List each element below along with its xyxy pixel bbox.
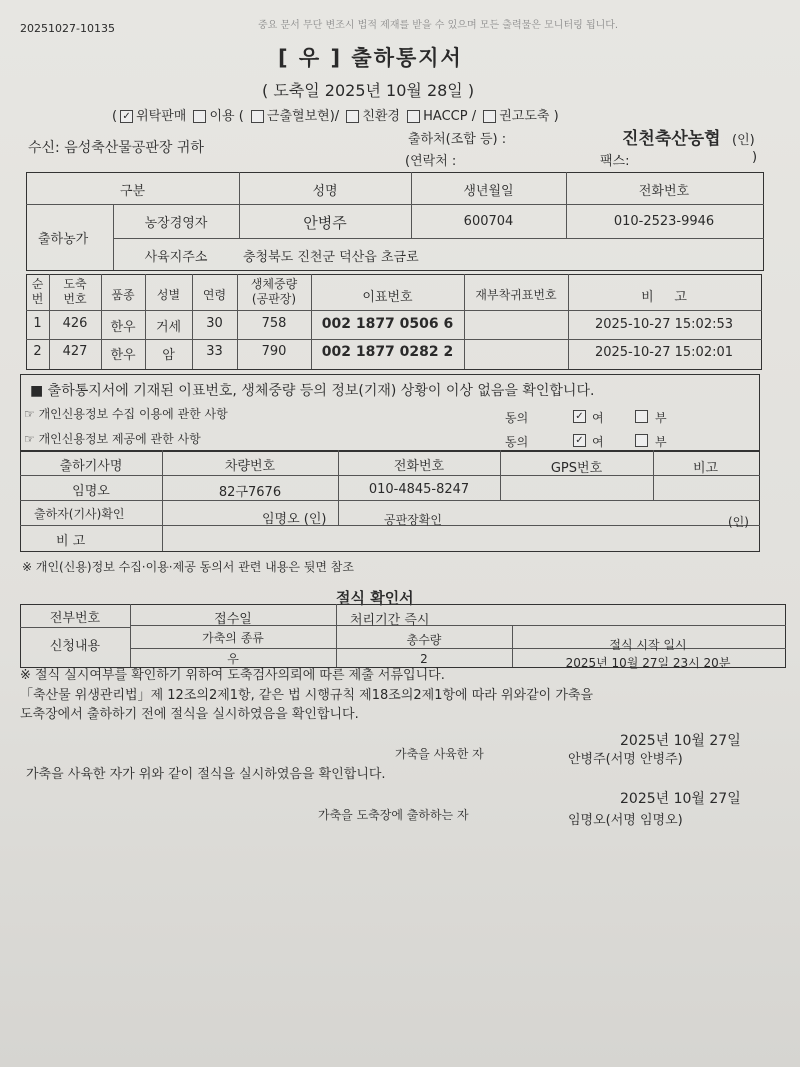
fasting-total: 2 [420,652,428,666]
fasting-start: 2025년 10월 27일 23시 20분 [565,656,731,670]
farm-header-birth: 생년월일 [463,184,514,199]
cattle-row1-no: 1 [33,316,42,331]
haccp-checkbox[interactable] [407,110,420,123]
privacy2-no-checkbox[interactable] [635,434,648,447]
raiser-date: 2025년 10월 27일 [620,733,741,749]
options-row: ( ✓ 위탁판매 이용 ( 근출혈보현)/ 친환경 HACCP / 권고도축 ) [112,109,559,124]
cattle-row2-slaughter-no: 427 [62,344,88,359]
fasting-header-request: 신청내용 [49,639,101,654]
shipper-signature: 임명오(서명 임명오) [568,813,683,828]
cattle-header-sex: 성별 [156,288,181,302]
cattle-row1-tag: 002 1877 0506 6 [321,316,454,332]
privacy1-no-checkbox[interactable] [635,410,648,423]
option-haccp: HACCP / [423,109,477,124]
cattle-row1-slaughter-no: 426 [62,316,88,331]
privacy-footnote: ※ 개인(신용)정보 수집·이용·제공 동의서 관련 내용은 뒷면 참조 [22,560,354,574]
shipper-label: 출하처(조합 등) : [408,132,507,147]
cattle-header-age: 연령 [202,288,227,302]
law-text-1: 「축산물 위생관리법」제 12조의2제1항, 같은 법 시행규칙 제18조의2제1항에 따라 위와같이 가축을 [20,688,594,703]
fasting-header-doc-no: 전부번호 [49,611,101,626]
driver-header-car: 차량번호 [224,459,276,474]
cattle-row2-weight: 790 [261,344,287,359]
law-text-2: 도축장에서 출하하기 전에 절식을 실시하였음을 확인합니다. [20,707,359,722]
raiser-signature: 안병주(서명 안병주) [568,752,683,767]
cattle-row2-age: 33 [206,344,223,359]
use-checkbox[interactable] [193,110,206,123]
farm-header-phone: 전화번호 [638,184,690,199]
option-eco: 친환경 [362,109,400,124]
market-confirm-seal: (인) [728,515,749,529]
contact-close: ) [752,150,758,165]
driver-confirm-value: 임명오 (인) [262,512,327,527]
bovine-checkbox[interactable] [251,110,264,123]
fax-label: 팩스: [600,154,630,169]
fasting-header-start: 절식 시작 일시 [609,638,687,652]
option-bovine: 근출혈보현)/ [266,109,340,124]
farm-header-name: 성명 [312,184,338,199]
fasting-title: 절식 확인서 [336,589,414,607]
fasting-note: ※ 절식 실시여부를 확인하기 위하여 도축검사의뢰에 따른 제출 서류입니다. [20,668,445,683]
raiser-label: 가축을 사육한 자 [395,747,484,761]
privacy-provide: ☞ 개인신용정보 제공에 관한 사항 [24,432,201,446]
farm-manager-phone: 010-2523-9946 [613,214,715,229]
recipient: 수신: 음성축산물공판장 귀하 [28,140,204,156]
cattle-header-tag: 이표번호 [362,290,413,305]
shipper-label-2: 가축을 도축장에 출하하는 자 [318,808,469,822]
fasting-kind: 우 [227,652,239,666]
cattle-row1-age: 30 [206,316,223,331]
privacy2-yes: 여 [592,435,604,449]
recommend-checkbox[interactable] [483,110,496,123]
shipper-date: 2025년 10월 27일 [620,791,741,807]
privacy2-agree: 동의 [505,435,529,449]
shipper-seal: (인) [732,133,755,148]
top-notice: 중요 문서 무단 변조시 법적 제재를 받을 수 있으며 모든 출력물은 모니터링 됩니다. [258,20,619,31]
driver-note-label: 비 고 [56,534,86,549]
market-confirm-label: 공판장확인 [384,513,442,527]
driver-header-name: 출하기사명 [59,459,123,474]
farm-row1-label: 농장경영자 [144,216,208,231]
option-use: 이용 ( [209,109,244,124]
farm-manager-name: 안병주 [303,214,347,232]
driver-header-gps: GPS번호 [550,461,603,476]
cattle-row2-note: 2025-10-27 15:02:01 [594,345,734,360]
cattle-row1-breed: 한우 [110,320,136,335]
option-recommend: 권고도축 ) [499,109,559,124]
privacy1-yes-checkbox[interactable]: ✓ [573,410,586,423]
privacy2-yes-checkbox[interactable]: ✓ [573,434,586,447]
shipper-name: 진천축산농협 [622,129,721,149]
fasting-header-total: 총수량 [406,633,442,647]
cattle-row2-tag: 002 1877 0282 2 [321,344,454,360]
driver-car-number: 82구7676 [218,485,282,500]
consign-checkbox[interactable]: ✓ [120,110,133,123]
farm-header-category: 구분 [119,184,146,199]
privacy1-agree: 동의 [505,411,529,425]
fasting-header-kind: 가축의 종류 [202,631,264,645]
farm-address: 충청북도 진천군 덕산읍 초금로 [243,250,419,265]
eco-checkbox[interactable] [346,110,359,123]
fasting-header-receipt: 접수일 [214,612,252,627]
contact-label: (연락처 : [405,154,457,169]
driver-name: 임명오 [72,484,110,499]
cattle-header-regrade: 재부착귀표번호 [475,288,557,302]
cattle-row1-note: 2025-10-27 15:02:53 [594,317,734,332]
slaughter-date: ( 도축일 2025년 10월 28일 ) [262,81,475,100]
cattle-row2-breed: 한우 [110,348,136,363]
cattle-header-note: 비 고 [641,290,687,305]
driver-header-note: 비고 [692,461,719,476]
option-consign: 위탁판매 [136,109,187,124]
fasting-header-period: 처리기간 즉시 [350,613,430,628]
document-code: 20251027-10135 [20,22,115,35]
privacy1-yes: 여 [592,411,604,425]
privacy-collect: ☞ 개인신용정보 수집 이용에 관한 사항 [24,407,228,421]
confirm-text: ■ 출하통지서에 기재된 이표번호, 생체중량 등의 정보(기재) 상황이 이상 없음을 확인합니다. [30,383,595,399]
cattle-row1-weight: 758 [261,316,287,331]
cattle-header-weight: 생체중량 (공판장) [250,277,298,306]
cattle-row2-no: 2 [33,344,42,359]
farm-row2-label: 사육지주소 [144,250,208,265]
farm-row-group: 출하농가 [38,232,89,247]
document-title: [ 우 ] 출하통지서 [278,46,463,70]
driver-phone: 010-4845-8247 [368,482,470,497]
privacy1-no: 부 [655,411,667,425]
driver-confirm-label: 출하자(기사)확인 [34,507,125,521]
cattle-header-breed: 품종 [111,288,135,302]
cattle-header-slaughter-no: 도축 번호 [63,277,87,306]
confirm-statement-2: 가축을 사육한 자가 위와 같이 절식을 실시하였음을 확인합니다. [26,767,386,782]
farm-manager-birth: 600704 [463,214,514,229]
privacy2-no: 부 [655,435,667,449]
driver-header-phone: 전화번호 [393,459,445,474]
cattle-row1-sex: 거세 [155,320,182,335]
cattle-header-no: 순 번 [31,277,44,306]
cattle-row2-sex: 암 [162,348,175,363]
